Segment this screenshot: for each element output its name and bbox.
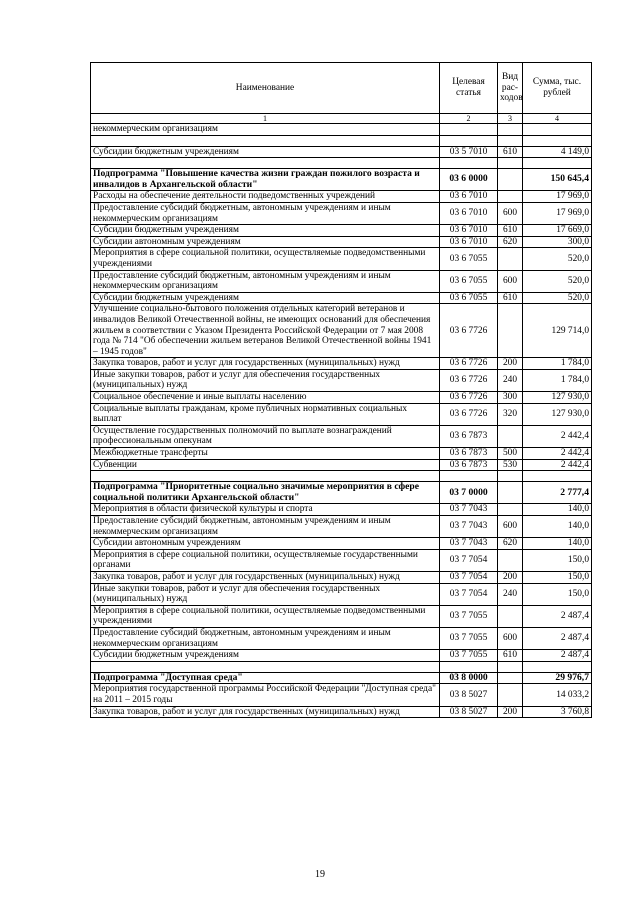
table-row [91,191,592,203]
table-row [91,448,592,460]
cell-vid [498,504,523,516]
cell-code: 03 7 7054 [440,571,498,583]
cell-vid: 600 [498,516,523,538]
cell-code: 03 6 7726 [440,304,498,358]
spacer-cell [91,158,440,169]
spacer-cell [523,471,592,482]
table-row [91,706,592,718]
cell-name: Предоставление субсидий бюджетным, автономным учреждениям и иным некоммерческим организациям [91,270,440,292]
cell-name: Закупка товаров, работ и услуг для государственных (муниципальных) нужд [91,706,440,718]
cell-code: 03 8 0000 [440,672,498,684]
cell-vid [498,425,523,447]
cell-code: 03 8 5027 [440,684,498,706]
cell-name: Расходы на обеспечение деятельности подведомственных учреждений [91,191,440,203]
cell-vid [498,549,523,571]
table-row [91,627,592,649]
cell-name: Субсидии бюджетным учреждениям [91,292,440,304]
cell-vid [498,169,523,191]
table-row [91,270,592,292]
spacer-row [91,471,592,482]
cell-vid: 600 [498,202,523,224]
cell-code: 03 6 7010 [440,191,498,203]
table-row [91,504,592,516]
cell-vid [498,304,523,358]
cell-vid: 600 [498,627,523,649]
header-name: Наименование [91,63,440,114]
cell-code: 03 7 7043 [440,516,498,538]
cell-sum: 520,0 [523,270,592,292]
table-row [91,571,592,583]
cell-code: 03 6 0000 [440,169,498,191]
cell-code: 03 7 0000 [440,482,498,504]
table-row [91,248,592,270]
cell-name: Улучшение социально-бытового положения отдельных категорий ветеранов и инвалидов Великой Отечественной войны, не имеющих оснований для обеспечения жильем в соответствии с Указом Президента Российской Федерации от 7 мая 2008 года № 714 "Об обеспечении жильем ветеранов Великой Отечественной войны 1941 – 1945 годов" [91,304,440,358]
page-number: 19 [315,869,325,880]
cell-sum: 150,0 [523,571,592,583]
cell-vid [498,124,523,136]
cell-vid: 600 [498,270,523,292]
cell-name: Мероприятия в сфере социальной политики, осуществляемые государственными органами [91,549,440,571]
spacer-cell [523,135,592,146]
cell-code: 03 6 7726 [440,369,498,391]
cell-sum: 127 930,0 [523,392,592,404]
table-row [91,304,592,358]
cell-vid [498,684,523,706]
table-row [91,236,592,248]
cell-sum: 17 969,0 [523,202,592,224]
cell-sum: 2 487,4 [523,605,592,627]
cell-name: Субсидии бюджетным учреждениям [91,225,440,237]
cell-name: Предоставление субсидий бюджетным, автономным учреждениям и иным некоммерческим организациям [91,516,440,538]
cell-name: Мероприятия в сфере социальной политики, осуществляемые подведомственными учреждениями [91,605,440,627]
spacer-cell [440,661,498,672]
table-header-row [91,63,592,114]
cell-code: 03 7 7054 [440,583,498,605]
table-row [91,392,592,404]
cell-vid [498,248,523,270]
cell-code: 03 6 7055 [440,292,498,304]
spacer-cell [440,135,498,146]
cell-code: 03 6 7873 [440,448,498,460]
cell-name: Подпрограмма "Доступная среда" [91,672,440,684]
cell-sum: 1 784,0 [523,358,592,370]
cell-sum: 2 442,4 [523,459,592,471]
cell-sum: 520,0 [523,292,592,304]
cell-name: Межбюджетные трансферты [91,448,440,460]
cell-vid: 610 [498,292,523,304]
cell-vid [498,605,523,627]
cell-code: 03 7 7043 [440,538,498,550]
cell-name: Субвенции [91,459,440,471]
table-row [91,358,592,370]
cell-vid: 610 [498,146,523,158]
cell-sum [523,124,592,136]
cell-sum: 150,0 [523,549,592,571]
spacer-cell [498,135,523,146]
cell-code: 03 6 7873 [440,425,498,447]
cell-sum: 2 777,4 [523,482,592,504]
table-row [91,459,592,471]
cell-sum: 4 149,0 [523,146,592,158]
cell-code [440,124,498,136]
table-row [91,549,592,571]
cell-sum: 2 487,4 [523,650,592,662]
subprogram-row [91,672,592,684]
spacer-cell [498,471,523,482]
table-row [91,605,592,627]
cell-vid: 620 [498,538,523,550]
cell-sum: 127 930,0 [523,403,592,425]
table-row [91,538,592,550]
cell-code: 03 7 7055 [440,605,498,627]
cell-name: Мероприятия в сфере социальной политики, осуществляемые подведомственными учреждениями [91,248,440,270]
cell-code: 03 6 7873 [440,459,498,471]
cell-code: 03 6 7726 [440,403,498,425]
cell-name: Социальное обеспечение и иные выплаты населению [91,392,440,404]
table-row [91,146,592,158]
cell-name: Иные закупки товаров, работ и услуг для обеспечения государственных (муниципальных) нужд [91,583,440,605]
header-vid: Вид рас-ходов [498,63,523,114]
cell-code: 03 7 7054 [440,549,498,571]
spacer-cell [523,661,592,672]
cell-vid: 320 [498,403,523,425]
cell-vid: 620 [498,236,523,248]
spacer-cell [440,471,498,482]
cell-code: 03 8 5027 [440,706,498,718]
cell-code: 03 7 7055 [440,650,498,662]
cell-sum: 140,0 [523,516,592,538]
header-sum: Сумма, тыс. рублей [523,63,592,114]
cell-code: 03 7 7043 [440,504,498,516]
column-index-row [91,114,592,124]
column-index: 2 [440,114,498,124]
table-body [91,124,592,718]
cell-sum: 520,0 [523,248,592,270]
cell-sum: 17 969,0 [523,191,592,203]
cell-code: 03 5 7010 [440,146,498,158]
cell-sum: 140,0 [523,538,592,550]
cell-vid: 200 [498,571,523,583]
cell-name: Предоставление субсидий бюджетным, автономным учреждениям и иным некоммерческим организациям [91,627,440,649]
table-row [91,292,592,304]
cell-code: 03 6 7010 [440,202,498,224]
cell-name: Субсидии бюджетным учреждениям [91,650,440,662]
spacer-cell [91,661,440,672]
cell-code: 03 6 7055 [440,270,498,292]
spacer-row [91,158,592,169]
cell-sum: 150 645,4 [523,169,592,191]
cell-vid: 530 [498,459,523,471]
cell-name: Мероприятия государственной программы Российской Федерации "Доступная среда" на 2011 – 2015 годы [91,684,440,706]
cell-name: Осуществление государственных полномочий по выплате вознаграждений профессиональным опекунам [91,425,440,447]
column-index: 4 [523,114,592,124]
cell-sum: 129 714,0 [523,304,592,358]
cell-vid [498,672,523,684]
cell-name: Закупка товаров, работ и услуг для государственных (муниципальных) нужд [91,571,440,583]
cell-name: Субсидии автономным учреждениям [91,538,440,550]
spacer-cell [91,471,440,482]
cell-sum: 3 760,8 [523,706,592,718]
table-row [91,425,592,447]
cell-name: Подпрограмма "Повышение качества жизни граждан пожилого возраста и инвалидов в Архангельской области" [91,169,440,191]
cell-vid: 240 [498,369,523,391]
cell-name: Субсидии автономным учреждениям [91,236,440,248]
budget-table [90,62,592,718]
table-row [91,124,592,136]
column-index: 3 [498,114,523,124]
cell-name: Социальные выплаты гражданам, кроме публичных нормативных социальных выплат [91,403,440,425]
cell-sum: 2 442,4 [523,425,592,447]
spacer-row [91,135,592,146]
cell-vid: 240 [498,583,523,605]
cell-sum: 2 487,4 [523,627,592,649]
cell-vid [498,191,523,203]
spacer-cell [91,135,440,146]
table-row [91,202,592,224]
table-row [91,516,592,538]
cell-sum: 17 669,0 [523,225,592,237]
spacer-cell [498,158,523,169]
header-code: Целевая статья [440,63,498,114]
cell-sum: 140,0 [523,504,592,516]
cell-sum: 29 976,7 [523,672,592,684]
table-row [91,403,592,425]
cell-vid [498,482,523,504]
table-row [91,684,592,706]
table-row [91,650,592,662]
cell-vid: 200 [498,358,523,370]
cell-name: Подпрограмма "Приоритетные социально значимые мероприятия в сфере социальной политики Архангельской области" [91,482,440,504]
cell-vid: 300 [498,392,523,404]
cell-code: 03 6 7055 [440,248,498,270]
cell-code: 03 6 7010 [440,236,498,248]
cell-code: 03 7 7055 [440,627,498,649]
cell-vid: 500 [498,448,523,460]
subprogram-row [91,482,592,504]
cell-sum: 300,0 [523,236,592,248]
spacer-cell [523,158,592,169]
cell-code: 03 6 7726 [440,392,498,404]
cell-name: Предоставление субсидий бюджетным, автономным учреждениям и иным некоммерческим организациям [91,202,440,224]
table-row [91,369,592,391]
spacer-cell [498,661,523,672]
cell-name: Иные закупки товаров, работ и услуг для обеспечения государственных (муниципальных) нужд [91,369,440,391]
spacer-cell [440,158,498,169]
column-index: 1 [91,114,440,124]
cell-sum: 1 784,0 [523,369,592,391]
cell-name: Субсидии бюджетным учреждениям [91,146,440,158]
cell-sum: 14 033,2 [523,684,592,706]
cell-vid: 200 [498,706,523,718]
table-row [91,225,592,237]
cell-vid: 610 [498,650,523,662]
cell-name: некоммерческим организациям [91,124,440,136]
cell-sum: 2 442,4 [523,448,592,460]
cell-name: Мероприятия в области физической культуры и спорта [91,504,440,516]
table-row [91,583,592,605]
spacer-row [91,661,592,672]
cell-code: 03 6 7010 [440,225,498,237]
cell-vid: 610 [498,225,523,237]
cell-name: Закупка товаров, работ и услуг для государственных (муниципальных) нужд [91,358,440,370]
cell-code: 03 6 7726 [440,358,498,370]
subprogram-row [91,169,592,191]
cell-sum: 150,0 [523,583,592,605]
